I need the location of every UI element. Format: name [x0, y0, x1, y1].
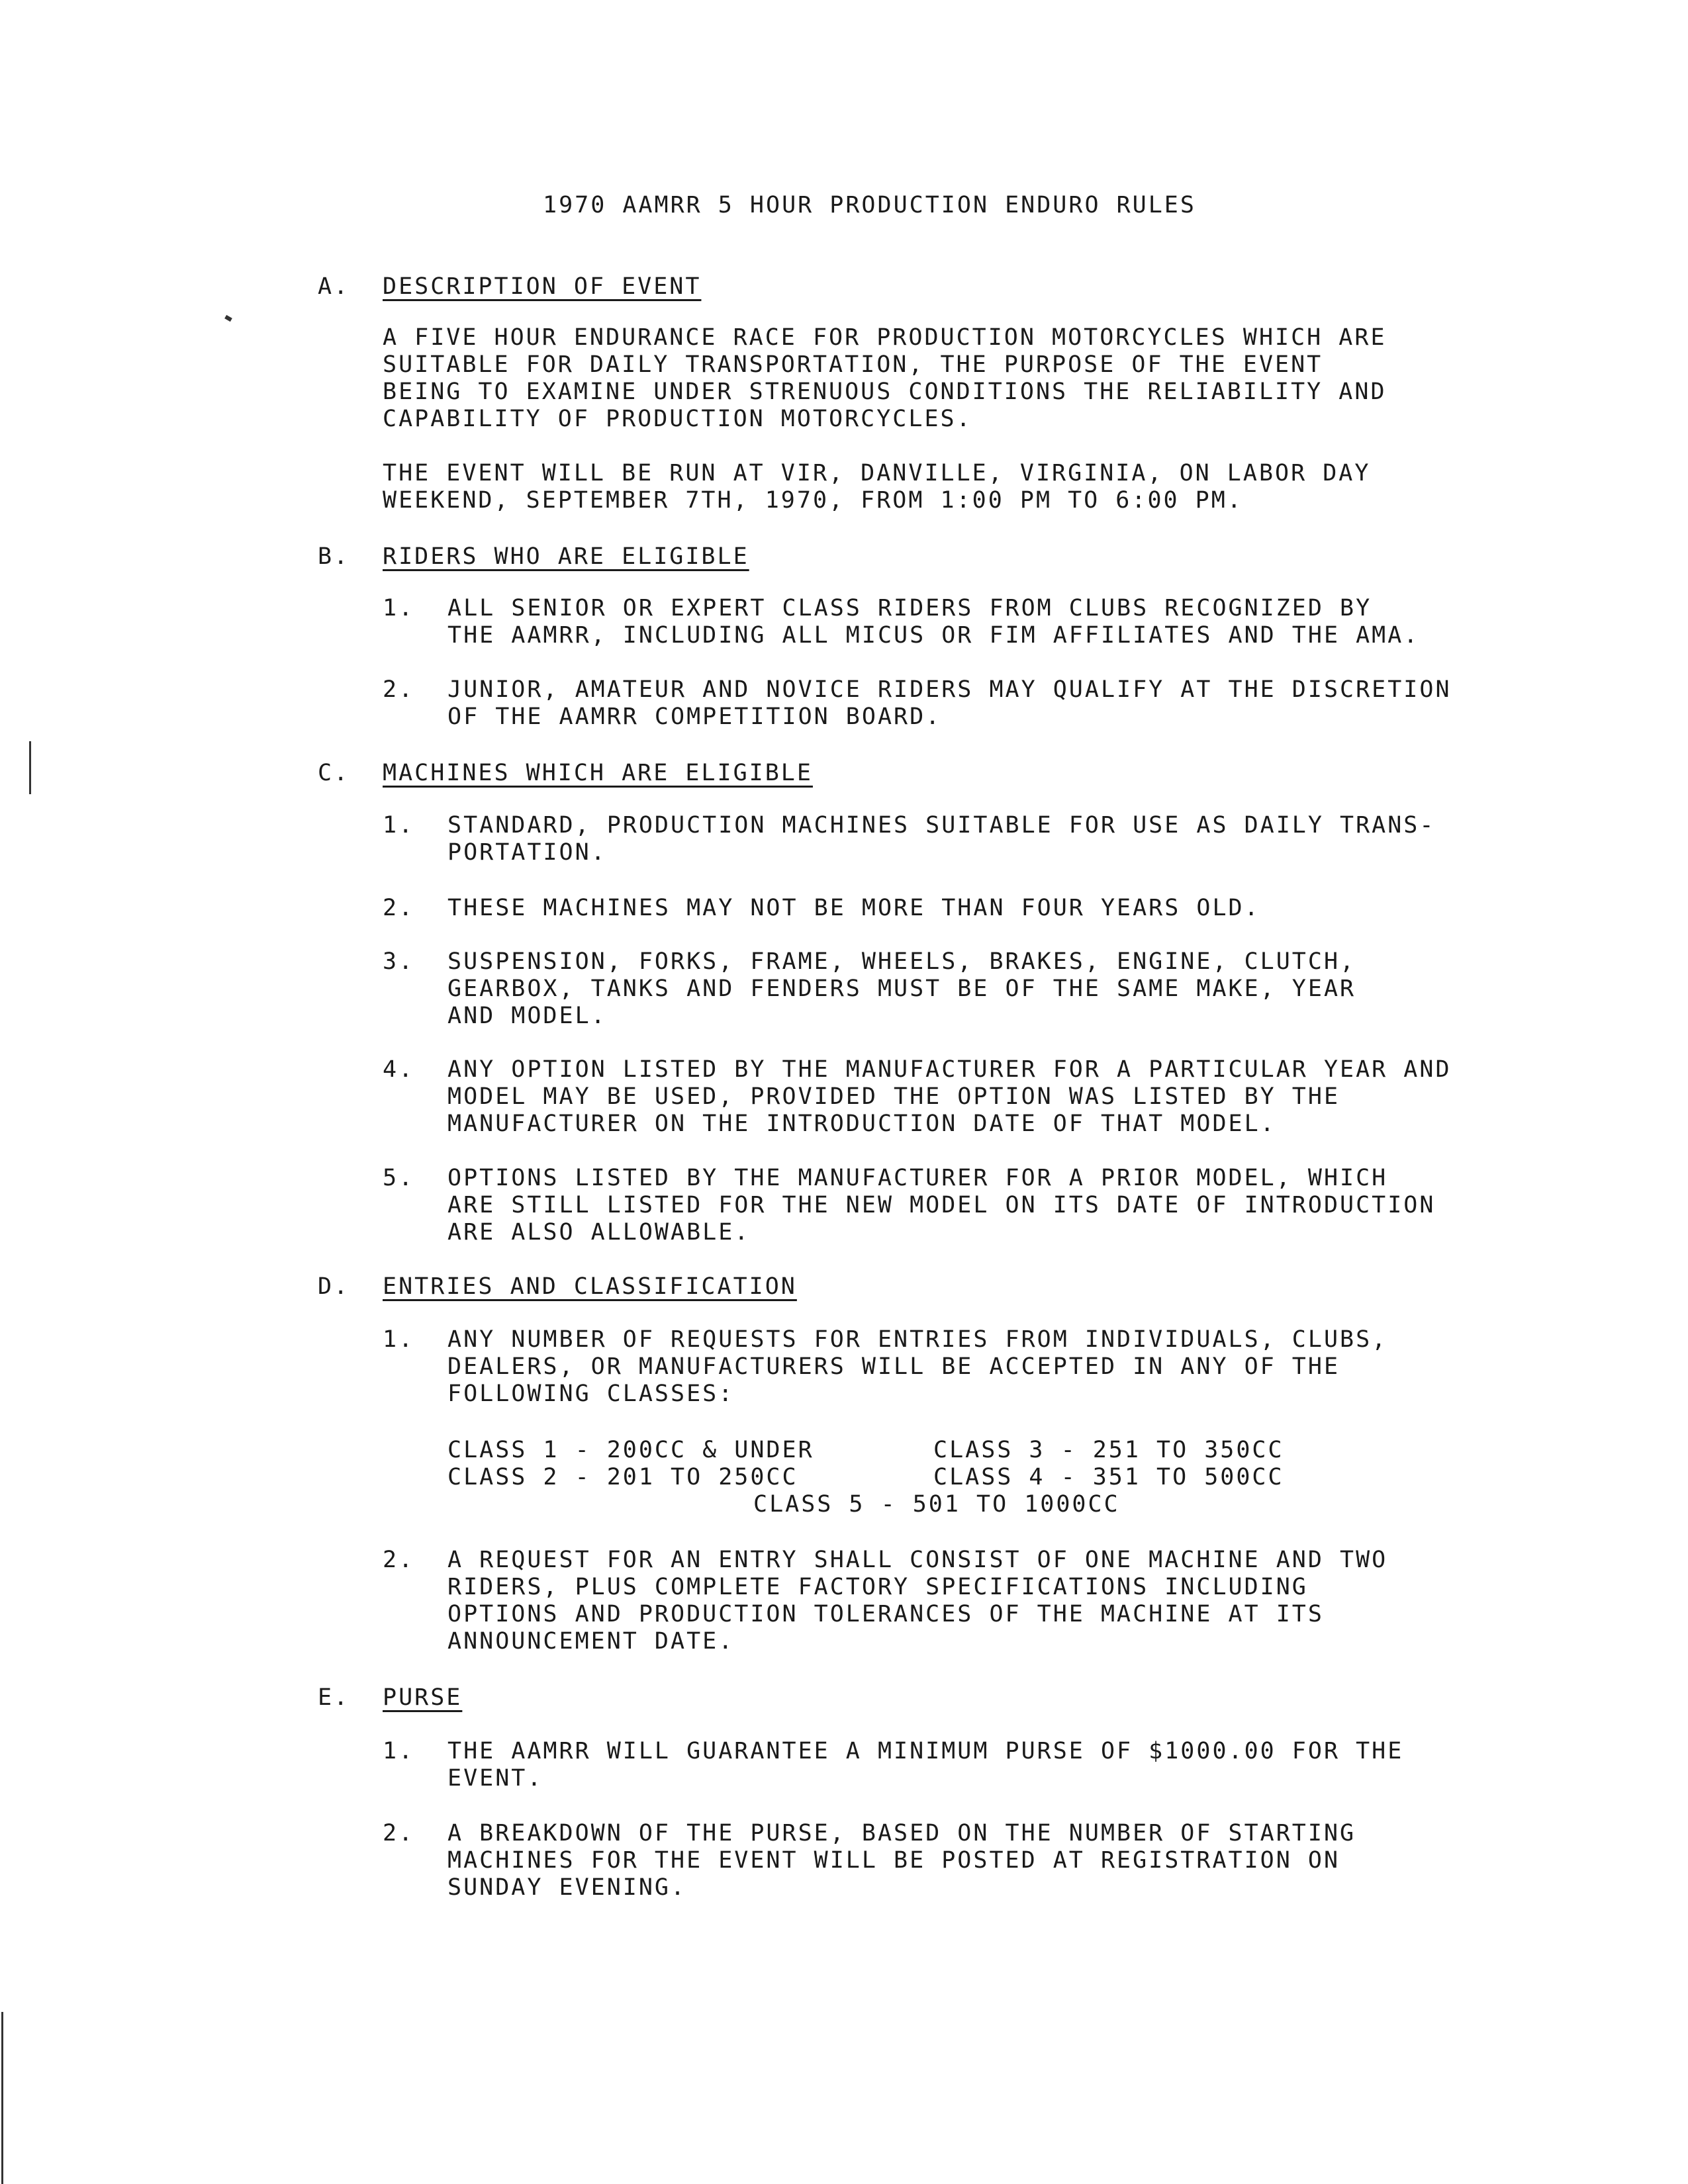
section-c-letter: C.	[318, 760, 350, 786]
scan-mark	[29, 741, 31, 794]
section-c-item-4: ANY OPTION LISTED BY THE MANUFACTURER FOR A PARTICULAR YEAR AND MODEL MAY BE USED, PROVIDED THE OPTION WAS LISTED BY THE MANUFACTURER ON THE INTRODUCTION DATE OF THAT MODEL.	[447, 1056, 1452, 1137]
section-d-item-1-number: 1.	[383, 1326, 415, 1353]
section-c-heading: MACHINES WHICH ARE ELIGIBLE	[383, 760, 813, 786]
section-e-item-1-number: 1.	[383, 1738, 415, 1764]
section-c-item-3-number: 3.	[383, 948, 415, 975]
class-4-entry: CLASS 4 - 351 TO 500CC	[933, 1464, 1284, 1490]
section-d-item-2-number: 2.	[383, 1547, 415, 1573]
section-b-item-1: ALL SENIOR OR EXPERT CLASS RIDERS FROM CLUBS RECOGNIZED BY THE AAMRR, INCLUDING ALL MICUS OR FIM AFFILIATES AND THE AMA.	[447, 595, 1420, 649]
section-a-heading: DESCRIPTION OF EVENT	[383, 273, 702, 300]
section-b-item-2: JUNIOR, AMATEUR AND NOVICE RIDERS MAY QUALIFY AT THE DISCRETION OF THE AAMRR COMPETITION BOARD.	[447, 676, 1452, 730]
section-a-paragraph-2: THE EVENT WILL BE RUN AT VIR, DANVILLE, VIRGINIA, ON LABOR DAY WEEKEND, SEPTEMBER 7TH, 1970, FROM 1:00 PM TO 6:00 PM.	[383, 460, 1371, 514]
section-b-heading: RIDERS WHO ARE ELIGIBLE	[383, 543, 749, 570]
class-2-entry: CLASS 2 - 201 TO 250CC	[447, 1464, 798, 1490]
section-c-item-5: OPTIONS LISTED BY THE MANUFACTURER FOR A PRIOR MODEL, WHICH ARE STILL LISTED FOR THE NEW MODEL ON ITS DATE OF INTRODUCTION ARE ALSO ALLOWABLE.	[447, 1165, 1436, 1246]
section-c-item-1-number: 1.	[383, 812, 415, 839]
section-e-item-1: THE AAMRR WILL GUARANTEE A MINIMUM PURSE OF $1000.00 FOR THE EVENT.	[447, 1738, 1404, 1792]
section-d-item-2: A REQUEST FOR AN ENTRY SHALL CONSIST OF ONE MACHINE AND TWO RIDERS, PLUS COMPLETE FACTORY SPECIFICATIONS INCLUDING OPTIONS AND PRODUCTION TOLERANCES OF THE MACHINE AT ITS ANNOUNCEMENT DATE.	[447, 1547, 1388, 1655]
section-e-item-2-number: 2.	[383, 1820, 415, 1846]
section-a-letter: A.	[318, 273, 350, 300]
section-c-item-2: THESE MACHINES MAY NOT BE MORE THAN FOUR YEARS OLD.	[447, 895, 1260, 921]
scan-mark	[224, 315, 232, 322]
section-c-item-1: STANDARD, PRODUCTION MACHINES SUITABLE FOR USE AS DAILY TRANS- PORTATION.	[447, 812, 1436, 866]
section-d-letter: D.	[318, 1273, 350, 1300]
scan-mark	[1, 2012, 3, 2184]
section-a-paragraph-1: A FIVE HOUR ENDURANCE RACE FOR PRODUCTION MOTORCYCLES WHICH ARE SUITABLE FOR DAILY TRANSPORTATION, THE PURPOSE OF THE EVENT BEING TO EXAMINE UNDER STRENUOUS CONDITIONS THE RELIABILITY AND CAPABILITY OF PRODUCTION MOTORCYCLES.	[383, 324, 1387, 432]
section-d-heading: ENTRIES AND CLASSIFICATION	[383, 1273, 797, 1300]
page-title: 1970 AAMRR 5 HOUR PRODUCTION ENDURO RULES	[543, 192, 1196, 218]
section-e-heading: PURSE	[383, 1684, 463, 1711]
class-5-entry: CLASS 5 - 501 TO 1000CC	[753, 1491, 1120, 1518]
class-3-entry: CLASS 3 - 251 TO 350CC	[933, 1437, 1284, 1463]
section-c-item-4-number: 4.	[383, 1056, 415, 1083]
section-c-item-2-number: 2.	[383, 895, 415, 921]
section-e-item-2: A BREAKDOWN OF THE PURSE, BASED ON THE NUMBER OF STARTING MACHINES FOR THE EVENT WILL BE POSTED AT REGISTRATION ON SUNDAY EVENING.	[447, 1820, 1356, 1901]
section-e-letter: E.	[318, 1684, 350, 1711]
section-b-item-1-number: 1.	[383, 595, 415, 621]
section-b-letter: B.	[318, 543, 350, 570]
section-c-item-5-number: 5.	[383, 1165, 415, 1191]
section-c-item-3: SUSPENSION, FORKS, FRAME, WHEELS, BRAKES, ENGINE, CLUTCH, GEARBOX, TANKS AND FENDERS MUST BE OF THE SAME MAKE, YEAR AND MODEL.	[447, 948, 1356, 1029]
class-1-entry: CLASS 1 - 200CC & UNDER	[447, 1437, 814, 1463]
section-d-item-1: ANY NUMBER OF REQUESTS FOR ENTRIES FROM INDIVIDUALS, CLUBS, DEALERS, OR MANUFACTURERS WILL BE ACCEPTED IN ANY OF THE FOLLOWING CLASSES:	[447, 1326, 1388, 1407]
section-b-item-2-number: 2.	[383, 676, 415, 703]
